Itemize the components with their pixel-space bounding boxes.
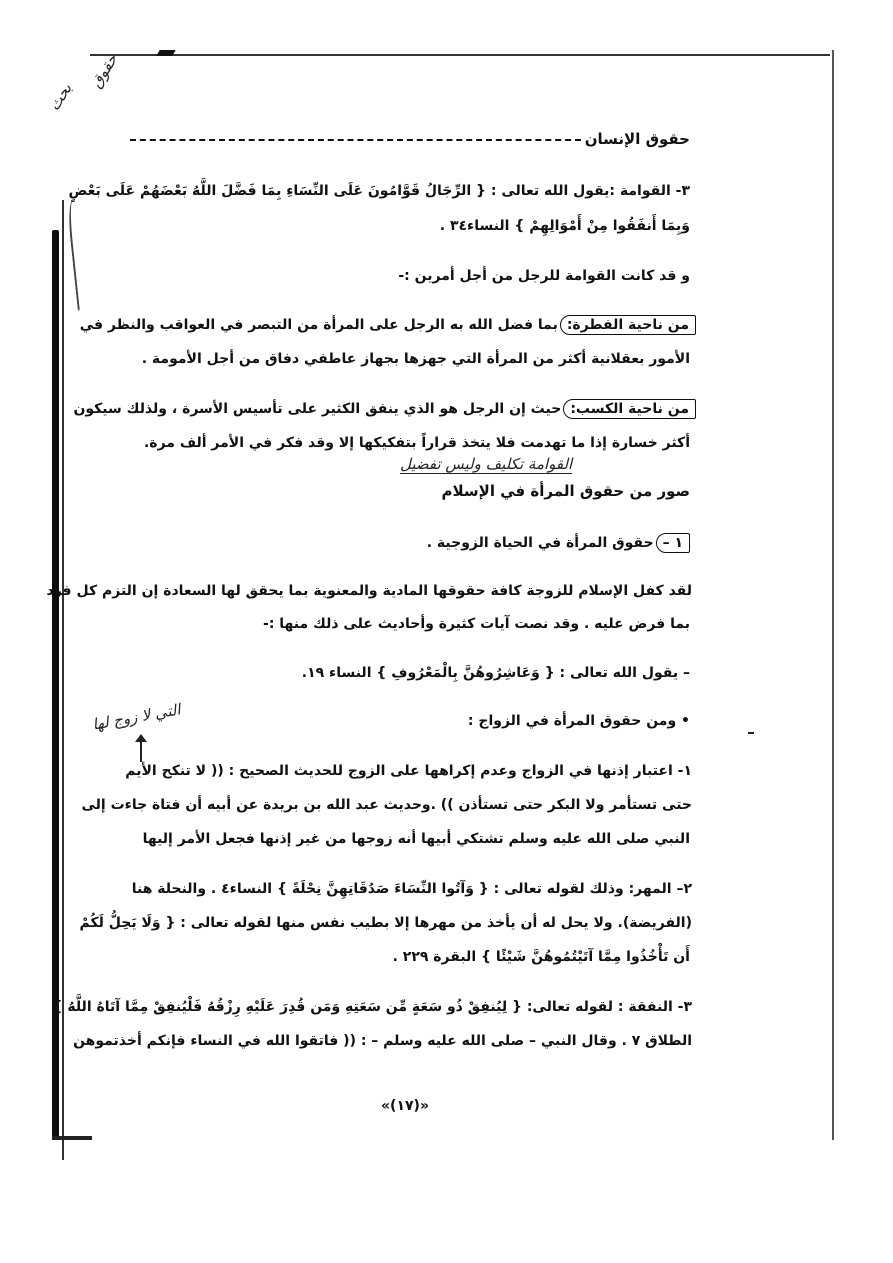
scan-edge-right	[832, 50, 834, 1140]
handwritten-arrow	[140, 740, 142, 762]
boxed-number-1: ١ –	[656, 533, 690, 553]
header-title: حقوق الإنسان	[584, 130, 690, 148]
handwritten-note-ayyim: التي لا زوج لها	[91, 700, 182, 734]
body-line-21: الطلاق ٧ . وقال النبي – صلى الله عليه وسلم – : (( فاتقوا الله في النساء فإنكم أخذتموهن	[73, 1033, 692, 1049]
body-line-11: بما فرض عليه . وقد نصت آيات كثيرة وأحاديث على ذلك منها :-	[263, 616, 690, 632]
margin-tick-mark	[748, 732, 754, 734]
top-scan-stroke	[90, 54, 830, 56]
body-line-6	[73, 398, 696, 420]
handwritten-note-qiwama: القوامة تكليف وليس تفضيل	[400, 455, 573, 473]
body-line-4	[79, 314, 696, 336]
body-line-3: و قد كانت القوامة للرجل من أجل أمرين :-	[398, 268, 690, 284]
boxed-term-fitra: من ناحية الفطرة:	[560, 315, 696, 335]
scan-edge-bottom	[52, 1136, 92, 1140]
body-line-14: ١- اعتبار إذنها في الزواج وعدم إكراهها على الزوج للحديث الصحيح : (( لا تنكح الأيم	[125, 763, 692, 779]
body-line-6-text: حيث إن الرجل هو الذي ينفق الكثير على تأسيس الأسرة ، ولذلك سيكون	[73, 401, 562, 417]
body-line-18: (الفريضة). ولا يحل له أن يأخذ من مهرها إلا بطيب نفس منها لقوله تعالى : { وَلَا يَحِلُّ لَكُمْ	[79, 915, 692, 931]
body-line-20: ٣- النفقة : لقوله تعالى: { لِيُنفِقْ ذُو سَعَةٍ مِّن سَعَتِهِ وَمَن قُدِرَ عَلَيْهِ رِزْقُهُ فَلْيُنفِقْ مِمَّا آتَاهُ اللَّهُ }	[52, 999, 692, 1015]
page-header	[130, 128, 690, 150]
body-line-9-text: حقوق المرأة في الحياة الزوجية .	[426, 535, 654, 551]
body-line-2: وَبِمَا أَنفَقُوا مِنْ أَمْوَالِهِمْ } النساء٣٤ .	[439, 218, 690, 234]
section-heading-rights: صور من حقوق المرأة في الإسلام	[441, 482, 690, 500]
boxed-term-kasb: من ناحية الكسب:	[563, 399, 696, 419]
margin-curve-mark	[66, 199, 93, 310]
body-line-5: الأمور بعقلانية أكثر من المرأة التي جهزها بجهاز عاطفي دفاق من أجل الأمومة .	[141, 351, 690, 367]
margin-note-top-left: حقوق	[86, 50, 122, 92]
body-line-16: النبي صلى الله عليه وسلم تشتكي أبيها أنه زوجها من غير إذنها فجعل الأمر إليها	[142, 831, 690, 847]
body-line-4-text: بما فضل الله به الرجل على المرأة من التبصر في العواقب والنظر في	[79, 317, 558, 333]
header-dashed-rule	[130, 139, 581, 141]
body-line-12: – يقول الله تعالى : { وَعَاشِرُوهُنَّ بِالْمَعْرُوفِ } النساء ١٩.	[301, 665, 690, 681]
body-line-10: لقد كفل الإسلام للزوجة كافة حقوقها المادية والمعنوية بما يحقق لها السعادة إن التزم كل فرد	[46, 583, 692, 599]
body-line-19: أَن تَأْخُذُوا مِمَّا آتَيْتُمُوهُنَّ شَيْئًا } البقرة ٢٢٩ .	[392, 949, 690, 965]
body-line-9	[380, 532, 690, 554]
body-line-17: ٢– المهر: وذلك لقوله تعالى : { وَآتُوا النِّسَاءَ صَدُقَاتِهِنَّ نِحْلَةً } النساء٤ . والنحلة هنا	[131, 881, 692, 897]
body-line-7: أكثر خسارة إذا ما تهدمت فلا يتخذ قراراً بتفكيكها إلا وقد فكر في الأمر ألف مرة.	[143, 435, 690, 451]
body-line-15: حتى تستأمر ولا البكر حتى تستأذن )) .وحديث عبد الله بن بريدة عن أبيه أن فتاة جاءت إلى	[81, 797, 692, 813]
body-line-1: ٣- القوامة :يقول الله تعالى : { الرِّجَالُ قَوَّامُونَ عَلَى النِّسَاءِ بِمَا فَضَّلَ اللَّهُ بَعْضَهُمْ عَلَى بَعْضٍ	[68, 183, 690, 199]
margin-note-top-left-2: بحث	[45, 80, 76, 114]
page-number: «(١٧)»	[381, 1098, 429, 1114]
body-line-13: • ومن حقوق المرأة في الزواج :	[467, 713, 690, 729]
